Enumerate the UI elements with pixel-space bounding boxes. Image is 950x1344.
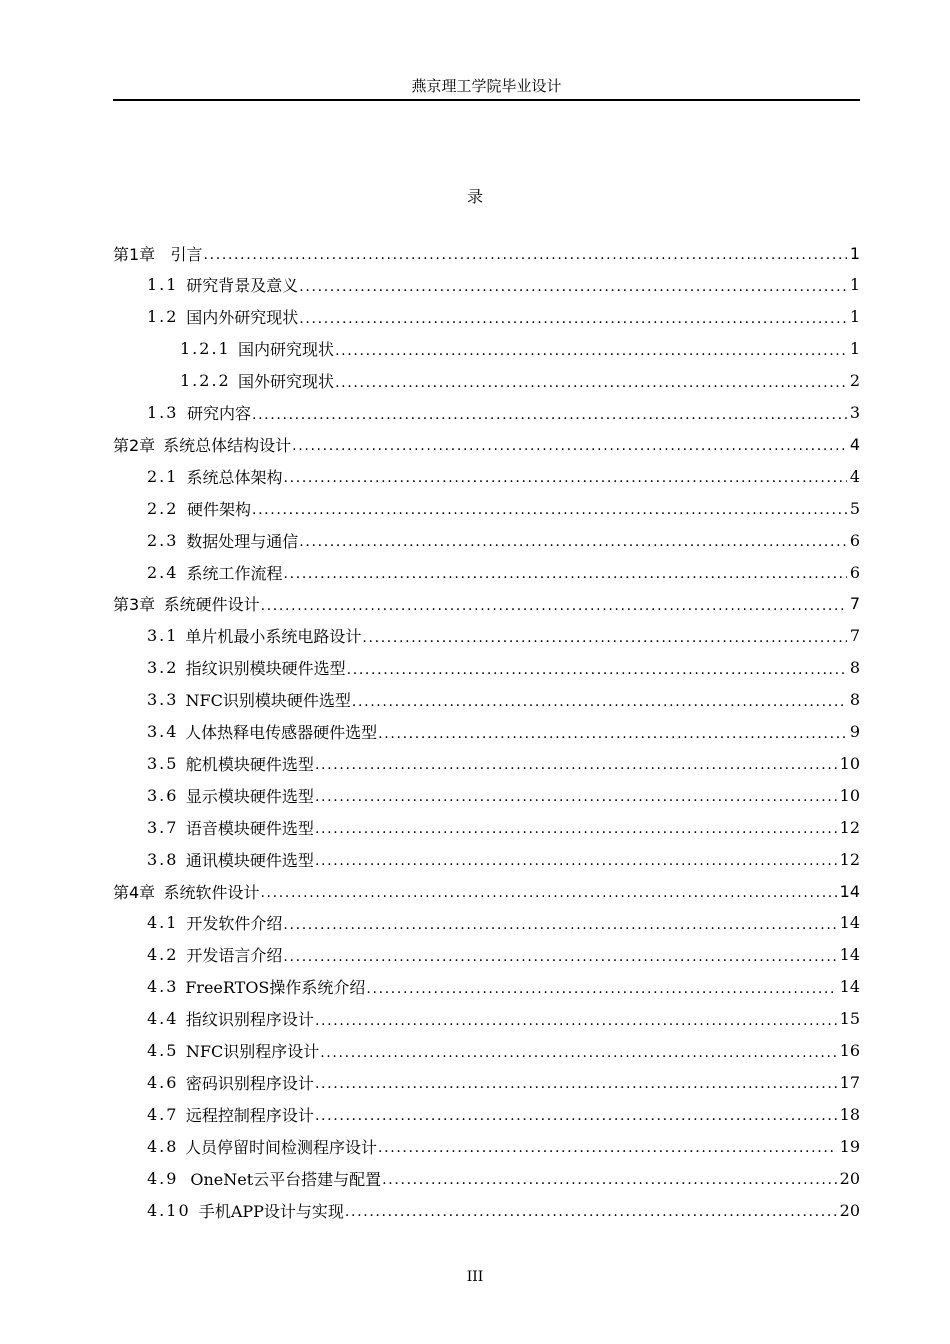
toc-dot-leader	[315, 1016, 837, 1032]
toc-entry-title: 语音模块硬件选型	[185, 818, 314, 838]
toc-entry-page: 8	[849, 658, 860, 678]
toc-entry-page: 4	[849, 466, 860, 486]
toc-entry-title: 手机APP设计与实现	[198, 1201, 344, 1221]
toc-entry-title: 引言	[170, 244, 203, 264]
toc-entry-page: 10	[839, 785, 860, 805]
toc-entry-page: 12	[839, 817, 860, 837]
toc-entry-title: 开发软件介绍	[186, 914, 283, 934]
toc-dot-leader	[335, 378, 847, 394]
toc-entry-number: 4.5	[147, 1041, 179, 1060]
toc-section-entry[interactable]	[147, 942, 860, 968]
toc-section-entry[interactable]	[147, 400, 860, 426]
toc-entry-number: 第1章	[113, 244, 156, 264]
toc-dot-leader	[315, 856, 837, 872]
toc-entry-number: 2.3	[147, 530, 179, 550]
toc-dot-leader	[261, 601, 847, 617]
toc-entry-number: 1.2.1	[180, 339, 231, 359]
toc-dot-leader	[335, 346, 847, 362]
toc-section-entry[interactable]	[147, 687, 860, 713]
toc-entry-number: 3.8	[147, 849, 179, 869]
toc-section-entry[interactable]	[147, 272, 860, 298]
toc-dot-leader	[284, 569, 847, 585]
toc-entry-page: 14	[839, 913, 860, 933]
toc-entry-number: 3.6	[147, 785, 179, 805]
toc-entry-page: 1	[849, 275, 860, 295]
toc-section-entry[interactable]	[147, 1069, 860, 1095]
toc-entry-title: 人体热释电传感器硬件选型	[185, 723, 378, 742]
toc-entry-page: 8	[849, 690, 860, 710]
toc-dot-leader	[283, 952, 836, 968]
toc-chapter-entry[interactable]	[113, 431, 860, 457]
toc-entry-title: 系统工作流程	[186, 563, 283, 583]
toc-section-entry[interactable]	[147, 814, 860, 840]
toc-entry-title: 系统软件设计	[163, 882, 260, 902]
toc-entry-number: 1.3	[147, 403, 179, 422]
toc-section-entry[interactable]	[147, 463, 860, 489]
toc-section-entry[interactable]	[147, 655, 860, 681]
toc-entry-page: 10	[839, 753, 860, 773]
toc-section-entry[interactable]	[147, 1197, 860, 1223]
toc-dot-leader	[315, 760, 837, 776]
toc-section-entry[interactable]	[180, 336, 860, 362]
toc-entry-number: 1.2.2	[180, 371, 231, 391]
toc-entry-number: 4.2	[147, 945, 179, 965]
toc-section-entry[interactable]	[147, 750, 860, 776]
toc-entry-number: 2.2	[147, 498, 179, 518]
toc-entry-number: 1.1	[147, 275, 179, 295]
toc-dot-leader	[347, 665, 847, 681]
toc-entry-title: 通讯模块硬件选型	[185, 850, 314, 870]
toc-entry-page: 2	[849, 371, 860, 391]
toc-entry-number: 1.2	[147, 307, 179, 327]
toc-entry-page: 5	[849, 498, 860, 518]
toc-entry-number: 4.1	[147, 913, 179, 933]
toc-entry-page: 1	[849, 307, 860, 327]
toc-entry-number: 4.6	[147, 1072, 179, 1092]
toc-entry-title: 系统总体结构设计	[163, 435, 292, 455]
toc-entry-number: 3.1	[147, 626, 179, 646]
toc-entry-number: 3.2	[147, 658, 179, 678]
toc-dot-leader	[352, 697, 847, 713]
toc-entry-title: 研究背景及意义	[186, 276, 299, 296]
toc-entry-number: 4.8	[147, 1136, 179, 1156]
toc-entry-title: FreeRTOS操作系统介绍	[185, 978, 366, 998]
toc-dot-leader	[299, 282, 847, 298]
toc-section-entry[interactable]	[147, 974, 860, 1000]
toc-entry-number: 2.1	[147, 466, 179, 486]
toc-entry-title: 国内研究现状	[238, 340, 335, 360]
toc-entry-page: 7	[849, 626, 860, 646]
toc-entry-title: 国外研究现状	[238, 372, 335, 392]
toc-section-entry[interactable]	[147, 559, 860, 585]
toc-chapter-entry[interactable]	[113, 240, 860, 266]
toc-entry-number: 第2章	[113, 435, 156, 455]
toc-entry-page: 6	[849, 530, 860, 550]
toc-entry-title: 人员停留时间检测程序设计	[185, 1137, 378, 1157]
toc-dot-leader	[299, 537, 847, 553]
toc-entry-number: 第3章	[113, 595, 156, 615]
toc-entry-number: 4.3	[147, 977, 179, 997]
toc-entry-title: 系统硬件设计	[163, 595, 260, 615]
toc-dot-leader	[299, 314, 847, 330]
toc-section-entry[interactable]	[147, 304, 860, 330]
toc-dot-leader	[252, 410, 847, 426]
toc-entry-page: 4	[849, 434, 860, 454]
toc-entry-number: 4.7	[147, 1104, 179, 1124]
toc-entry-number: 3.5	[147, 753, 179, 773]
toc-section-entry[interactable]	[147, 846, 860, 872]
toc-dot-leader	[378, 729, 847, 745]
toc-entry-page: 1	[849, 243, 860, 263]
toc-entry-title: 显示模块硬件选型	[185, 786, 314, 806]
toc-entry-title: 远程控制程序设计	[185, 1105, 314, 1125]
toc-section-entry[interactable]	[147, 1101, 860, 1127]
header-rule	[113, 99, 860, 101]
toc-entry-page: 7	[849, 594, 860, 614]
toc-entry-number: 2.4	[147, 562, 179, 582]
toc-dot-leader	[204, 250, 847, 266]
toc-dot-leader	[382, 1175, 836, 1191]
toc-entry-title: 单片机最小系统电路设计	[185, 627, 362, 647]
toc-entry-title: 开发语言介绍	[186, 946, 283, 966]
toc-section-entry[interactable]	[147, 527, 860, 553]
toc-entry-page: 14	[839, 977, 860, 997]
toc-dot-leader	[362, 633, 846, 649]
toc-dot-leader	[284, 473, 847, 489]
toc-entry-title: 国内外研究现状	[186, 308, 299, 328]
toc-entry-title: 数据处理与通信	[186, 531, 299, 551]
toc-dot-leader	[366, 984, 836, 1000]
toc-entry-page: 14	[839, 945, 860, 965]
toc-entry-title: 指纹识别模块硬件选型	[185, 659, 346, 679]
toc-section-entry[interactable]	[180, 368, 860, 394]
toc-entry-page: 3	[849, 403, 860, 422]
page-header: 燕京理工学院毕业设计	[411, 77, 562, 95]
toc-chapter-entry[interactable]	[113, 591, 860, 617]
toc-entry-page: 15	[839, 1009, 860, 1029]
toc-dot-leader	[252, 505, 847, 521]
toc-entry-page: 12	[839, 849, 860, 869]
toc-entry-number: 第4章	[113, 882, 156, 902]
toc-entry-page: 1	[849, 339, 860, 359]
toc-title: 录	[466, 187, 483, 206]
toc-section-entry[interactable]	[147, 1038, 860, 1064]
toc-section-entry[interactable]	[147, 1165, 860, 1191]
toc-entry-number: 3.4	[147, 722, 179, 741]
toc-entry-page: 18	[839, 1104, 860, 1124]
toc-entry-page: 14	[839, 881, 860, 901]
toc-entry-number: 4.9	[147, 1168, 179, 1188]
toc-entry-title: 研究内容	[186, 404, 251, 423]
toc-entry-title: OneNet云平台搭建与配置	[190, 1169, 382, 1189]
toc-entry-number: 4.4	[147, 1009, 179, 1029]
page-number: III	[466, 1269, 484, 1285]
toc-entry-page: 9	[849, 722, 860, 741]
toc-entry-title: 系统总体架构	[186, 467, 283, 487]
toc-entry-page: 20	[839, 1168, 860, 1188]
toc-entry-title: 指纹识别程序设计	[185, 1010, 314, 1030]
toc-entry-title: 舵机模块硬件选型	[185, 754, 314, 774]
toc-entry-page: 20	[839, 1200, 860, 1220]
toc-entry-page: 19	[839, 1136, 860, 1156]
toc-section-entry[interactable]	[147, 719, 860, 745]
toc-dot-leader	[315, 792, 837, 808]
toc-entry-number: 3.7	[147, 817, 179, 837]
toc-entry-number: 4.10	[147, 1200, 191, 1220]
toc-entry-title: NFC识别模块硬件选型	[185, 691, 351, 711]
toc-dot-leader	[345, 1207, 837, 1223]
toc-section-entry[interactable]	[147, 1006, 860, 1032]
toc-dot-leader	[260, 888, 836, 904]
toc-dot-leader	[292, 441, 847, 457]
toc-entry-page: 17	[839, 1072, 860, 1092]
toc-dot-leader	[315, 824, 837, 840]
toc-dot-leader	[315, 1079, 837, 1095]
toc-entry-title: 硬件架构	[186, 499, 251, 519]
toc-chapter-entry[interactable]	[113, 878, 860, 904]
toc-dot-leader	[315, 1111, 837, 1127]
toc-dot-leader	[320, 1048, 836, 1064]
toc-section-entry[interactable]	[147, 623, 860, 649]
toc-entry-page: 6	[849, 562, 860, 582]
toc-dot-leader	[283, 920, 836, 936]
toc-entry-title: 密码识别程序设计	[185, 1073, 314, 1093]
toc-entry-title: NFC识别程序设计	[185, 1042, 320, 1061]
toc-section-entry[interactable]	[147, 495, 860, 521]
toc-entry-number: 3.3	[147, 690, 179, 710]
toc-dot-leader	[378, 1143, 837, 1159]
toc-section-entry[interactable]	[147, 1133, 860, 1159]
toc-section-entry[interactable]	[147, 782, 860, 808]
toc-entry-page: 16	[839, 1041, 860, 1060]
toc-section-entry[interactable]	[147, 910, 860, 936]
